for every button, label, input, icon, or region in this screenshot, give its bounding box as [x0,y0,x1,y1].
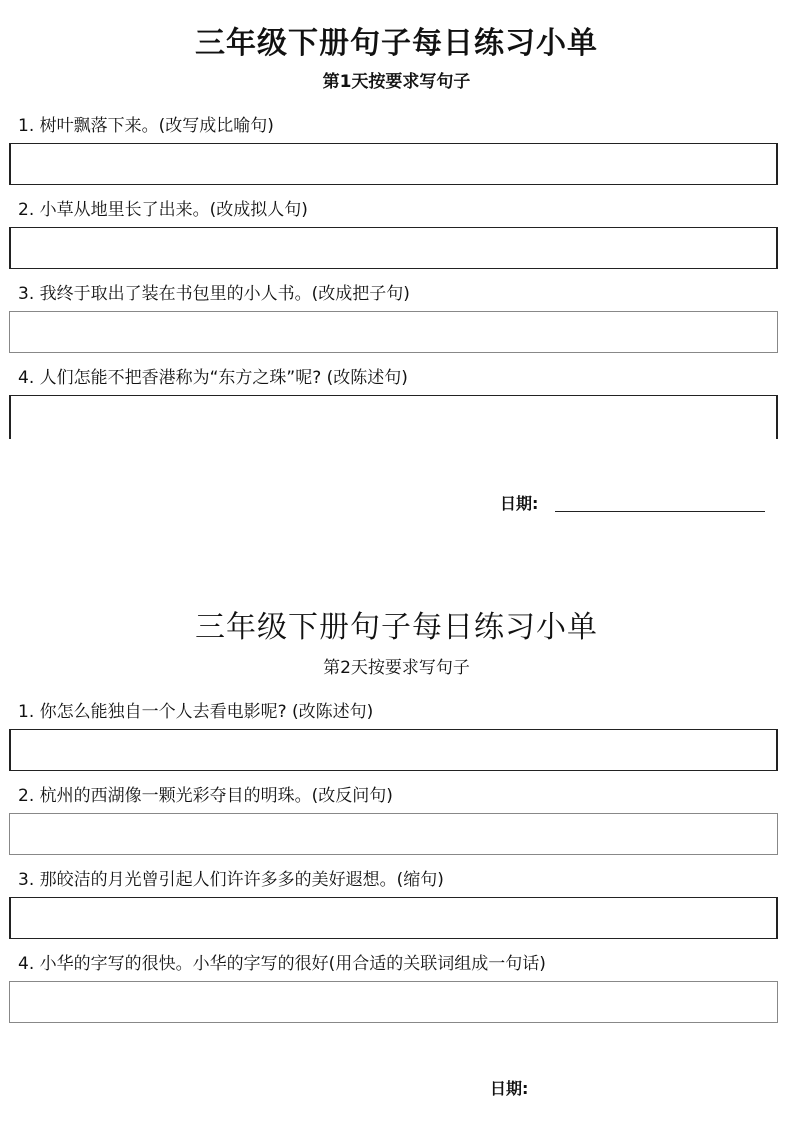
day1-answer-box-4[interactable] [9,395,778,439]
day1-question-2: 2. 小草从地里长了出来。(改成拟人句) [18,200,308,220]
day2-date-label: 日期: [490,1079,529,1098]
day1-question-3: 3. 我终于取出了装在书包里的小人书。(改成把子句) [18,284,410,304]
day2-question-3: 3. 那皎洁的月光曾引起人们许许多多的美好遐想。(缩句) [18,870,444,890]
day1-question-4: 4. 人们怎能不把香港称为“东方之珠”呢? (改陈述句) [18,368,408,388]
day2-title: 三年级下册句子每日练习小单 [195,610,598,645]
day1-answer-box-3[interactable] [9,311,778,353]
day1-date-line[interactable] [555,511,765,512]
day2-answer-box-2[interactable] [9,813,778,855]
day1-question-1: 1. 树叶飘落下来。(改写成比喻句) [18,116,274,136]
day2-answer-box-3[interactable] [9,897,778,939]
day2-question-1: 1. 你怎么能独自一个人去看电影呢? (改陈述句) [18,702,374,722]
day2-question-4: 4. 小华的字写的很快。小华的字写的很好(用合适的关联词组成一句话) [18,954,546,974]
day1-subtitle: 第1天按要求写句子 [322,72,471,92]
day1-date-label: 日期: [500,494,539,513]
day1-answer-box-1[interactable] [9,143,778,185]
day2-answer-box-4[interactable] [9,981,778,1023]
day2-question-2: 2. 杭州的西湖像一颗光彩夺目的明珠。(改反问句) [18,786,393,806]
day2-subtitle: 第2天按要求写句子 [323,658,470,678]
day2-answer-box-1[interactable] [9,729,778,771]
day1-title: 三年级下册句子每日练习小单 [195,26,598,61]
day1-answer-box-2[interactable] [9,227,778,269]
